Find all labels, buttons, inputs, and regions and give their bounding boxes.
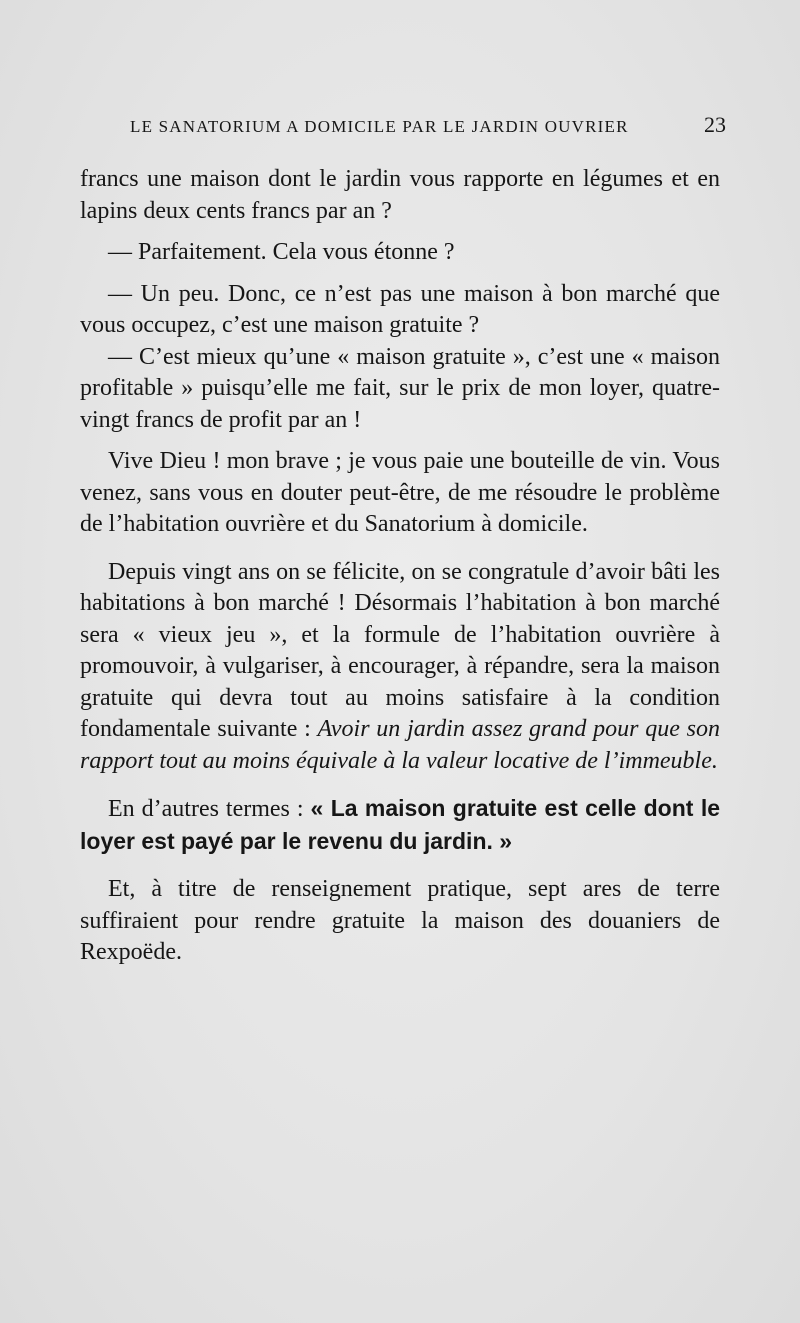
page-number: 23 <box>704 112 726 137</box>
paragraph-3: — Un peu. Donc, ce n’est pas une maison à bon marché que vous occupez, c’est une maison gratuite ? <box>80 280 720 338</box>
paragraph-6 <box>80 557 720 778</box>
paragraph-6-text: Depuis vingt ans on se félicite, on se congratule d’avoir bâti les habitations à bon marché ! Désormais l’habitation à bon marché sera « vieux jeu », et la formule de l’habitation ouvrière à promouvoir, à vulgariser, à encourager, à répandre, sera la maison gratuite qui devra tout au moins satisfaire à la condition fondamentale suivante : <box>80 558 720 742</box>
paragraph-7-strong: « La maison gratuite est celle dont le loyer est payé par le revenu du jardin. » <box>80 795 720 854</box>
running-head <box>80 112 726 142</box>
paragraph-6-emphasis: Avoir un jardin assez grand pour que son rapport tout au moins équivale à la valeur locative de l’immeuble. <box>80 716 720 774</box>
paragraph-7 <box>80 793 720 858</box>
running-title: LE SANATORIUM A DOMICILE PAR LE JARDIN OUVRIER <box>130 117 629 136</box>
paragraph-7-text: En d’autres termes : <box>108 796 304 822</box>
paragraph-2: — Parfaitement. Cela vous étonne ? <box>108 239 455 265</box>
paragraph-5: Vive Dieu ! mon brave ; je vous paie une bouteille de vin. Vous venez, sans vous en douter peut-être, de me résoudre le problème de l’habitation ouvrière et du Sanatorium à domicile. <box>80 448 720 537</box>
paragraph-4: — C’est mieux qu’une « maison gratuite », c’est une « maison profitable » puisqu’elle me fait, sur le prix de mon loyer, quatre-vingt francs de profit par an ! <box>80 343 720 433</box>
body-text <box>80 164 720 969</box>
paragraph-1: francs une maison dont le jardin vous rapporte en légumes et en lapins deux cents francs par an ? <box>80 166 720 224</box>
paragraph-8: Et, à titre de renseignement pratique, sept ares de terre suffiraient pour rendre gratuite la maison des douaniers de Rexpoëde. <box>80 876 720 965</box>
